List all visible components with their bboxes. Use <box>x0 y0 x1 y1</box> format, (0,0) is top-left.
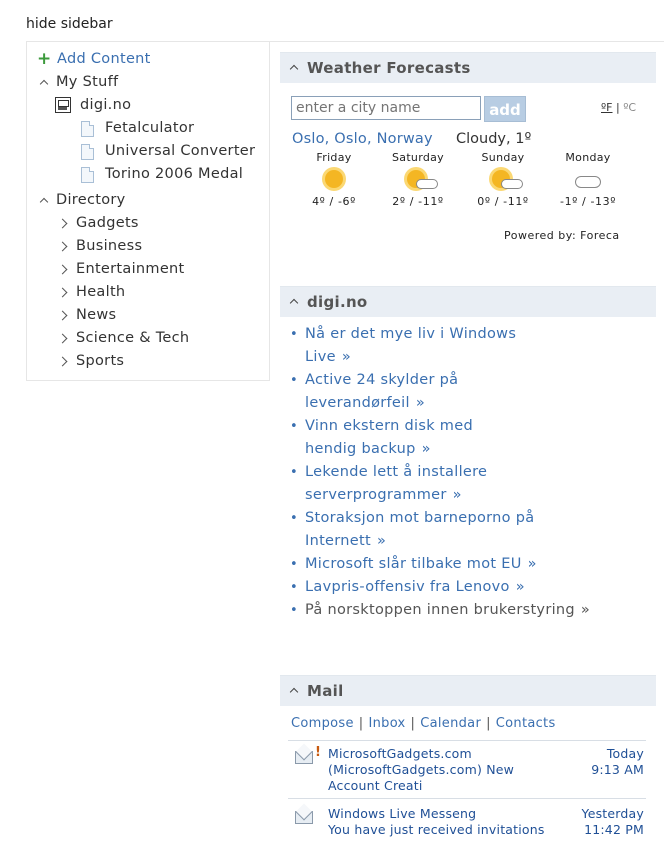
city-search-input[interactable] <box>291 96 481 120</box>
envelope-icon <box>295 811 313 824</box>
add-content-label: Add Content <box>57 51 151 67</box>
fahrenheit-link[interactable]: ºF <box>601 101 613 114</box>
forecast-temps: 4º / -6º <box>312 195 356 208</box>
mail-sender <box>328 746 558 794</box>
cloudy-icon <box>553 167 623 193</box>
digi-feed-icon <box>55 97 71 113</box>
chevron-right-icon <box>58 304 70 327</box>
add-content-link[interactable] <box>27 48 269 71</box>
directory-item-label: Business <box>76 238 143 254</box>
news-item[interactable] <box>290 599 650 622</box>
news-item[interactable] <box>290 507 650 553</box>
directory-item-news[interactable] <box>27 304 269 327</box>
mail-line: (MicrosoftGadgets.com) New <box>328 762 515 777</box>
current-condition: Cloudy, 1º <box>456 131 532 147</box>
collapse-caret-icon <box>38 189 52 212</box>
mail-line: MicrosoftGadgets.com <box>328 746 472 761</box>
weather-location-link[interactable]: Oslo, Oslo, Norway <box>292 131 433 147</box>
directory-item-health[interactable] <box>27 281 269 304</box>
more-arrow-icon: » <box>376 533 387 549</box>
more-arrow-icon: » <box>421 441 431 457</box>
panel-title: Mail <box>307 682 344 700</box>
news-title-cont: Live <box>305 349 336 365</box>
divider <box>288 798 646 799</box>
mail-day: Today <box>606 746 644 761</box>
directory-item-gadgets[interactable] <box>27 212 269 235</box>
forecast-day <box>299 151 369 208</box>
news-title-cont: Internett <box>305 533 371 549</box>
more-arrow-icon: » <box>527 556 537 572</box>
chevron-right-icon <box>58 212 70 235</box>
inbox-link[interactable]: Inbox <box>368 716 406 731</box>
collapse-caret-icon[interactable] <box>289 685 301 697</box>
partly-sunny-icon <box>468 167 538 193</box>
calendar-link[interactable]: Calendar <box>420 716 482 731</box>
mail-time: 9:13 AM <box>591 762 644 777</box>
envelope-icon <box>295 751 313 764</box>
news-item[interactable] <box>290 323 650 369</box>
sidebar-item-torino-medal[interactable] <box>27 163 269 186</box>
directory-label: Directory <box>56 192 126 208</box>
directory-header[interactable] <box>27 189 269 212</box>
sidebar-item-universal-converter[interactable] <box>27 140 269 163</box>
my-stuff-header[interactable] <box>27 71 269 94</box>
gadget-page-icon <box>81 167 94 183</box>
mail-day: Yesterday <box>581 806 644 821</box>
forecast-day <box>468 151 538 208</box>
sidebar-item-label: Torino 2006 Medal <box>105 166 244 182</box>
mail-date <box>591 746 644 778</box>
news-item[interactable] <box>290 461 650 507</box>
sidebar-item-fetalculator[interactable] <box>27 117 269 140</box>
directory-item-entertainment[interactable] <box>27 258 269 281</box>
sidebar-item-label: digi.no <box>80 97 132 113</box>
forecast-day <box>383 151 453 208</box>
digi-panel-header[interactable] <box>280 286 656 317</box>
news-title: Active 24 skylder på <box>305 372 459 388</box>
my-stuff-label: My Stuff <box>56 74 119 90</box>
news-title: Vinn ekstern disk med <box>305 418 473 434</box>
gadget-page-icon <box>81 121 94 137</box>
chevron-right-icon <box>58 350 70 373</box>
mail-sender <box>328 806 558 838</box>
forecast-temps: 0º / -11º <box>477 195 529 208</box>
more-arrow-icon: » <box>580 602 591 618</box>
news-title-cont: hendig backup <box>305 441 416 457</box>
contacts-link[interactable]: Contacts <box>495 716 556 731</box>
sidebar <box>26 42 270 381</box>
mail-date <box>582 806 644 838</box>
directory-item-science-tech[interactable] <box>27 327 269 350</box>
directory-item-business[interactable] <box>27 235 269 258</box>
directory-item-label: Science & Tech <box>76 330 190 346</box>
directory-item-sports[interactable] <box>27 350 269 373</box>
chevron-right-icon <box>58 281 70 304</box>
forecast-day-name: Saturday <box>392 151 444 164</box>
mail-line: Windows Live Messeng <box>328 806 477 821</box>
add-city-button[interactable]: add <box>484 96 526 122</box>
powered-by-text: Powered by: Foreca <box>504 229 620 242</box>
more-arrow-icon: » <box>341 349 351 365</box>
forecast-temps: -1º / -13º <box>560 195 616 208</box>
collapse-caret-icon[interactable] <box>289 296 301 308</box>
directory-item-label: News <box>76 307 117 323</box>
link-separator: | <box>486 716 491 731</box>
news-list <box>290 323 650 622</box>
sidebar-item-label: Fetalculator <box>105 120 195 136</box>
mail-line: You have just received invitations <box>328 822 545 837</box>
news-title: Nå er det mye liv i Windows <box>305 326 517 342</box>
news-title-cont: serverprogrammer <box>305 487 447 503</box>
temperature-unit-toggle <box>601 101 636 114</box>
collapse-caret-icon <box>38 71 52 94</box>
news-title: Lekende lett å installere <box>305 464 488 480</box>
forecast-day-name: Friday <box>316 151 352 164</box>
link-separator: | <box>358 716 364 731</box>
panel-title: digi.no <box>307 293 368 311</box>
hide-sidebar-label[interactable]: hide sidebar <box>26 16 113 32</box>
sidebar-item-digi[interactable] <box>27 94 269 117</box>
panel-title: Weather Forecasts <box>307 59 471 77</box>
directory-item-label: Gadgets <box>76 215 139 231</box>
forecast-day <box>553 151 623 208</box>
gadget-page-icon <box>81 144 94 160</box>
unit-separator: | <box>616 101 620 114</box>
news-title-cont: leverandørfeil <box>305 395 410 411</box>
forecast-day-name: Monday <box>565 151 611 164</box>
important-flag-icon: ! <box>315 745 321 760</box>
more-arrow-icon: » <box>515 579 525 595</box>
mail-time: 11:42 PM <box>584 822 644 837</box>
chevron-right-icon <box>58 258 70 281</box>
news-title: Storaksjon mot barneporno på <box>305 510 535 526</box>
weather-panel-header[interactable] <box>280 52 656 83</box>
forecast-day-name: Sunday <box>481 151 525 164</box>
news-item[interactable] <box>290 576 650 599</box>
more-arrow-icon: » <box>452 487 462 503</box>
hide-sidebar-link[interactable] <box>26 16 113 32</box>
news-title: På norsktoppen innen brukerstyring <box>305 602 575 618</box>
mail-line: Account Creati <box>328 778 423 793</box>
divider <box>288 740 646 741</box>
mail-toolbar <box>291 716 556 731</box>
sidebar-item-label: Universal Converter <box>105 143 256 159</box>
partly-sunny-icon <box>383 167 453 193</box>
news-item[interactable] <box>290 553 650 576</box>
forecast-temps: 2º / -11º <box>392 195 444 208</box>
chevron-right-icon <box>58 235 70 258</box>
news-item[interactable] <box>290 415 650 461</box>
sunny-icon <box>299 167 369 193</box>
plus-icon: + <box>37 49 52 69</box>
chevron-right-icon <box>58 327 70 350</box>
directory-item-label: Entertainment <box>76 261 185 277</box>
celsius-link[interactable]: ºC <box>623 101 637 114</box>
news-item[interactable] <box>290 369 650 415</box>
link-separator: | <box>410 716 416 731</box>
mail-panel-header[interactable] <box>280 675 656 706</box>
more-arrow-icon: » <box>415 395 425 411</box>
news-title: Lavpris-offensiv fra Lenovo <box>305 579 510 595</box>
news-title: Microsoft slår tilbake mot EU <box>305 556 522 572</box>
directory-item-label: Health <box>76 284 126 300</box>
collapse-caret-icon[interactable] <box>289 62 301 74</box>
directory-item-label: Sports <box>76 353 125 369</box>
compose-link[interactable]: Compose <box>291 716 354 731</box>
